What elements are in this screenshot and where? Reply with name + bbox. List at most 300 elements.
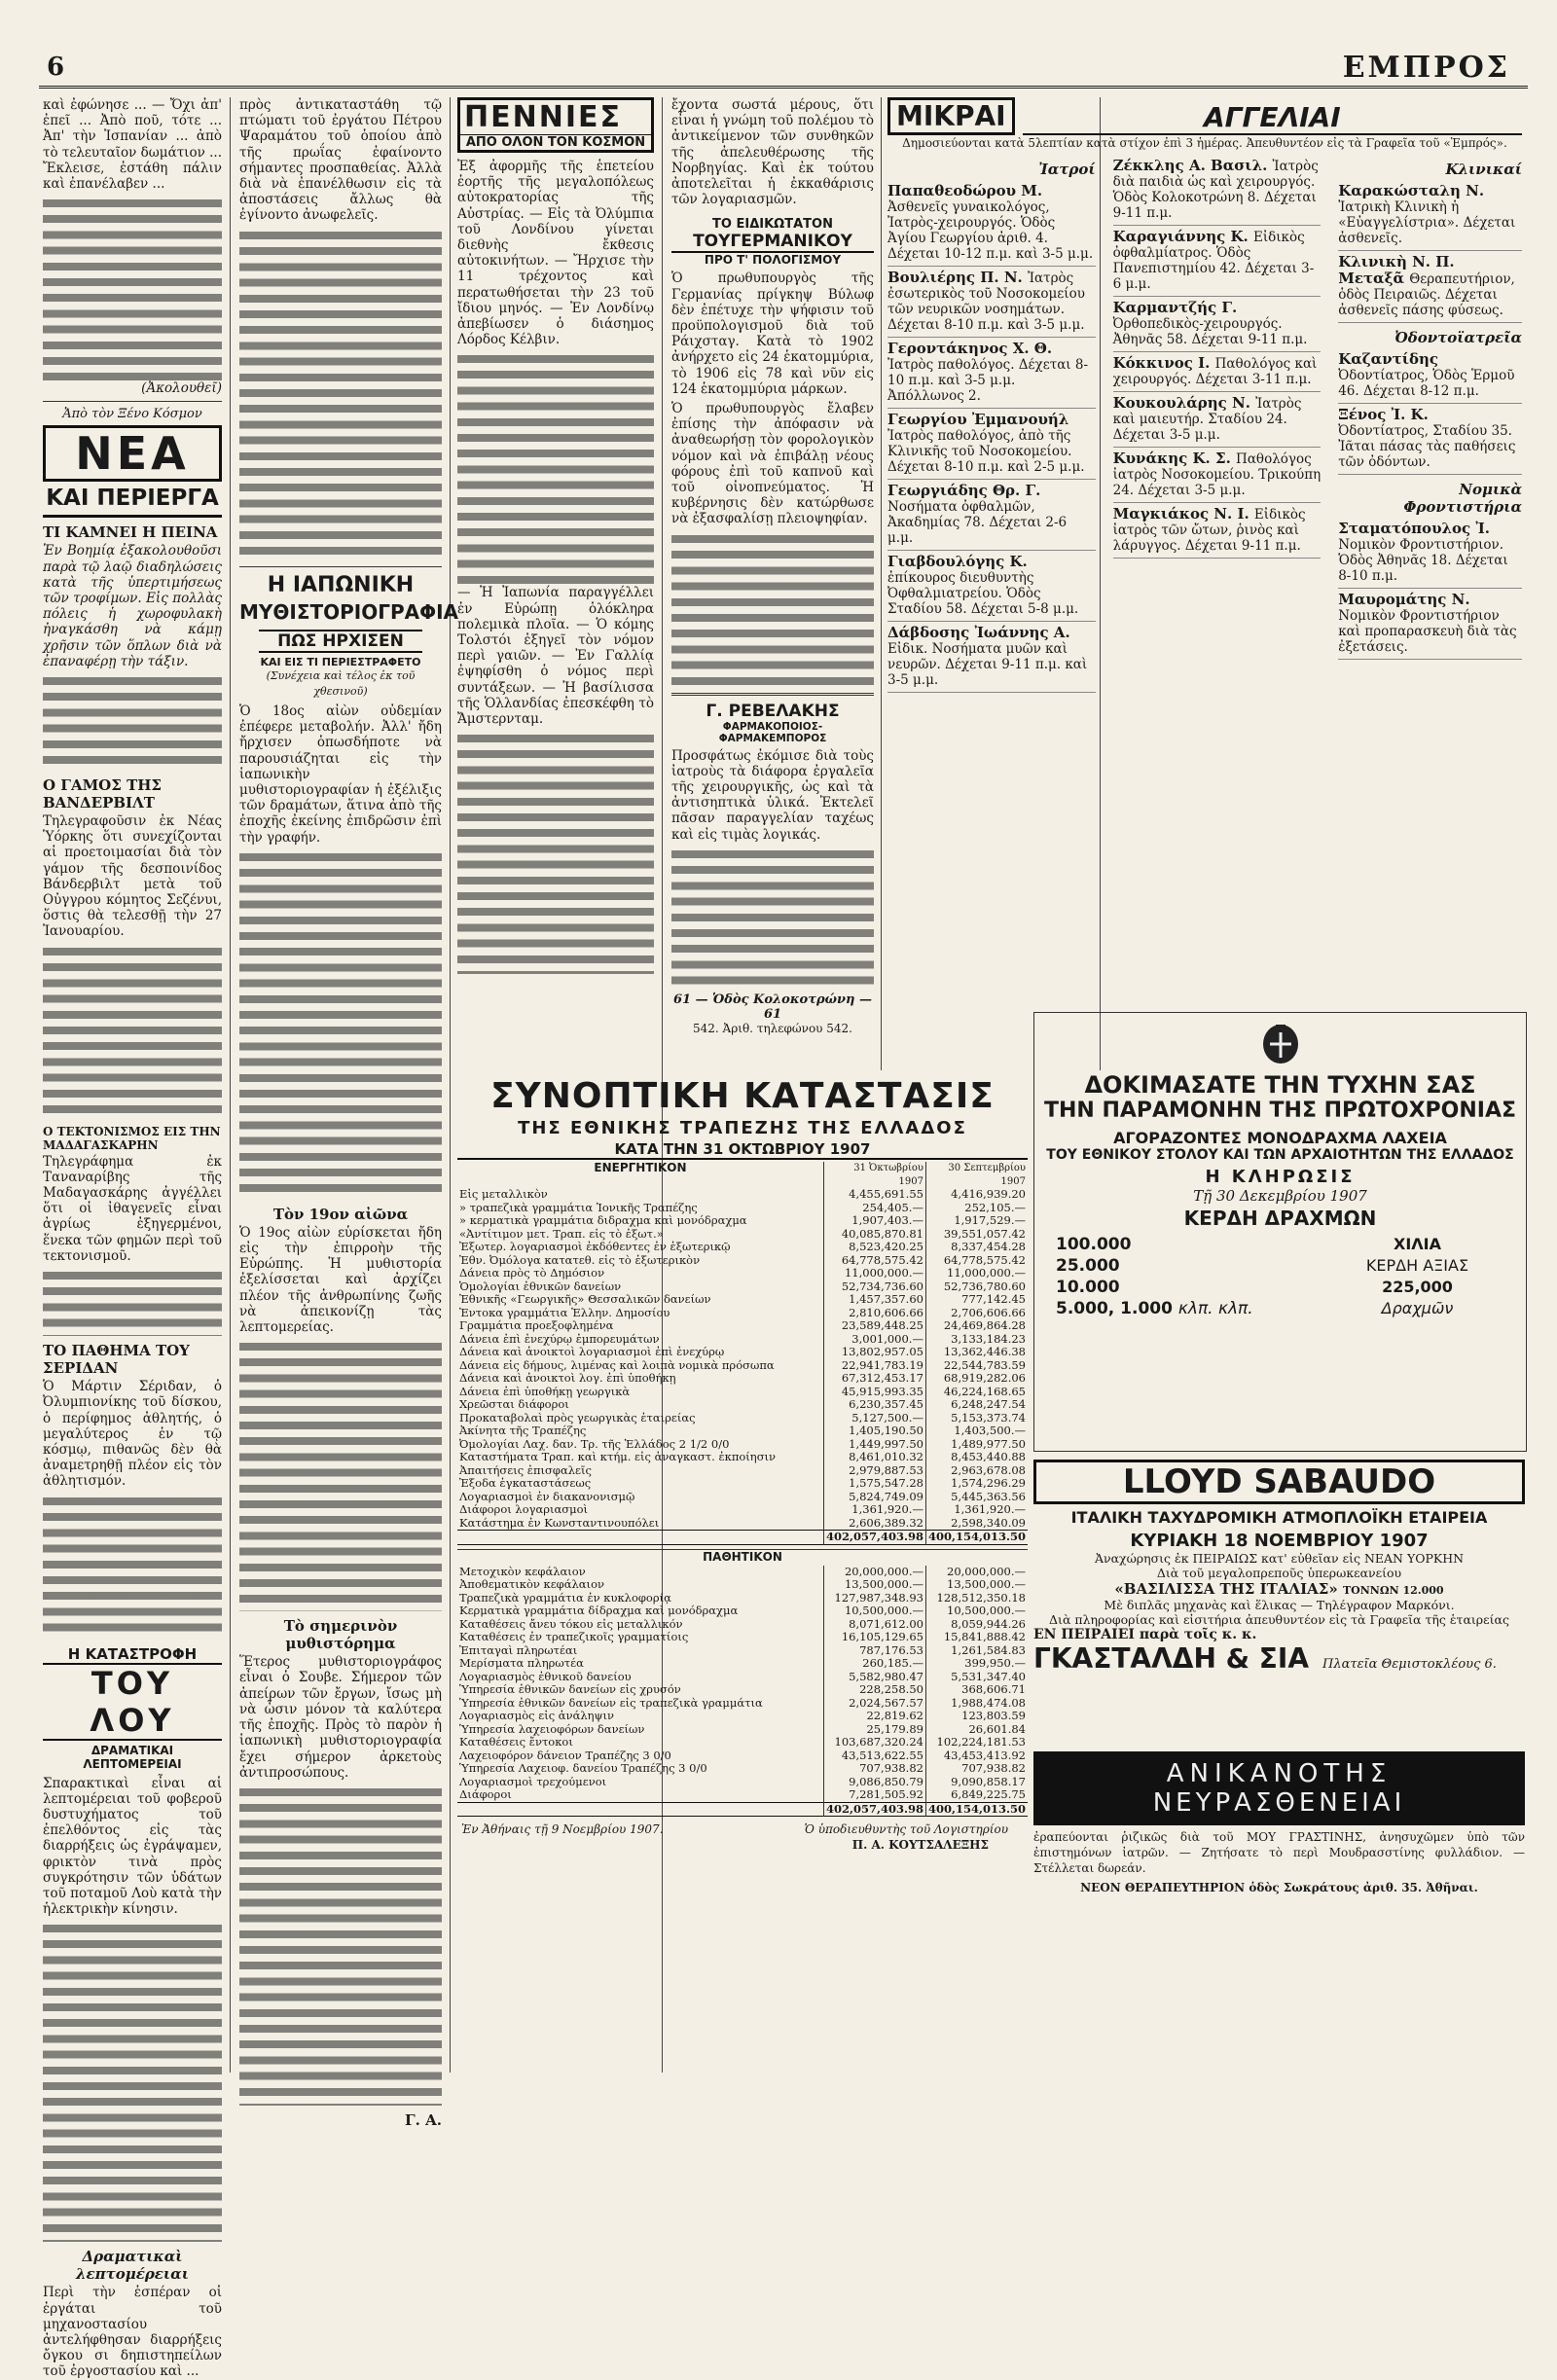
liability-label: Μετοχικὸν κεφάλαιον bbox=[459, 1564, 586, 1578]
asset-label: Δάνεια ἐπὶ ἐνεχύρῳ ἐμπορευμάτων bbox=[459, 1331, 660, 1346]
doctor-ad bbox=[887, 180, 1096, 267]
doctor-ad-text: Εἰδικὸς ὀφθαλμίατρος. Ὁδὸς Πανεπιστημίου 42. Δέχεται 3-6 μ.μ. bbox=[1112, 230, 1315, 293]
asset-value-b: 3,133,184.23 bbox=[925, 1333, 1028, 1347]
impotence-footer: ΝΕΟΝ ΘΕΡΑΠΕΥΤΗΡΙΟΝ ὁδὸς Σωκράτους ἀριθ. 35. Ἀθῆναι. bbox=[1080, 1880, 1478, 1894]
asset-row bbox=[457, 1293, 1028, 1307]
lloyd-agent-address: Πλατεῖα Θεμιστοκλέους 6. bbox=[1322, 1657, 1497, 1672]
doctor-ad bbox=[1113, 503, 1322, 559]
doctor-ad-name: Παπαθεοδώρου Μ. bbox=[887, 182, 1043, 200]
doctor-ad bbox=[887, 267, 1096, 338]
asset-value-a: 13,802,957.05 bbox=[823, 1346, 925, 1359]
column4-opening: ἔχοντα σωστά μέρους, ὅτι εἶναι ἡ γνώμη τοῦ πολέμου τὸ ἀντικείμενον τῶν συνθηκῶν τῆς ἀπελευθέρωσης τῆς Νορβηγίας. Καὶ ἐκ τούτου ἀποτελεῖται ἡ ἐκκαθάρισις τῶν λογαριασμῶν. bbox=[671, 97, 874, 208]
asset-value-b: 252,105.— bbox=[925, 1202, 1028, 1215]
asset-value-b: 64,778,575.42 bbox=[925, 1254, 1028, 1268]
clinic-ad-text: Θεραπευτήριον, ὁδὸς Πειραιῶς. Δέχεται ἀσθενεῖς πάσης φύσεως. bbox=[1338, 271, 1515, 319]
signature: Γ. Α. bbox=[405, 2110, 442, 2129]
c19-heading: Τὸν 19ον αἰῶνα bbox=[272, 1205, 409, 1223]
doctor-ad-name: Κουκουλάρης Ν. bbox=[1112, 394, 1256, 413]
asset-value-a: 40,085,870.81 bbox=[823, 1228, 925, 1242]
doctor-ad-name: Γιαβδουλόγης Κ. bbox=[887, 553, 1028, 571]
tonic-title: ΤΟΥΓΕΡΜΑΝΙΚΟΥ bbox=[671, 232, 874, 253]
asset-value-a: 1,449,997.50 bbox=[823, 1438, 925, 1452]
asset-row bbox=[457, 1214, 1028, 1228]
text-filler bbox=[43, 1921, 222, 2242]
column-1 bbox=[43, 97, 222, 2380]
text-filler bbox=[457, 351, 654, 585]
masthead bbox=[39, 51, 1528, 89]
asset-label: Δάνεια ἐπὶ ὑποθήκῃ γεωργικὰ bbox=[459, 1384, 631, 1398]
assets-total-b: 400,154,013.50 bbox=[925, 1531, 1028, 1545]
ads-header-1: ΜΙΚΡΑΙ bbox=[887, 97, 1015, 135]
column-3 bbox=[457, 97, 654, 1070]
lottery-line-4: ΤΟΥ ΕΘΝΙΚΟΥ ΣΤΟΛΟΥ ΚΑΙ ΤΩΝ ΑΡΧΑΙΟΤΗΤΩΝ ΤΗΣ ΕΛΛΑΔΟΣ bbox=[1046, 1147, 1514, 1163]
wedding-heading: Ο ΓΑΜΟΣ ΤΗΣ ΒΑΝΔΕΡΒΙΛΤ bbox=[43, 776, 163, 812]
asset-row bbox=[457, 1267, 1028, 1280]
hunger-body: Ἐν Βοημίᾳ ἐξακολουθοῦσι παρὰ τῷ λαῷ διαδηλώσεις κατὰ τῆς ὑπερτιμήσεως τῶν τροφίμων. Εἰς πολλὰς πόλεις ἡ χωροφυλακὴ ἠναγκάσθη νὰ κάμῃ χρῆσιν τῶν ὅπλων διὰ νὰ ἐπαναφέρῃ τὴν τάξιν. bbox=[43, 543, 222, 669]
asset-label: Χρεῶσται διάφοροι bbox=[459, 1397, 569, 1411]
asset-row bbox=[457, 1359, 1028, 1373]
asset-value-b: 11,000,000.— bbox=[925, 1267, 1028, 1280]
clinic-ad-text: Ἰατρικὴ Κλινικὴ ἡ «Εὐαγγελίστρια». Δέχεται ἀσθενεῖς. bbox=[1338, 199, 1516, 247]
asset-value-a: 52,734,736.60 bbox=[823, 1280, 925, 1294]
asset-label: Δάνεια καὶ ἀνοικτοὶ λογ. ἐπὶ ὑποθήκῃ bbox=[459, 1371, 676, 1385]
liability-row bbox=[457, 1788, 1028, 1802]
disaster-body: Σπαρακτικαὶ εἶναι αἱ λεπτομέρειαι τοῦ φοβεροῦ δυστυχήματος τοῦ ἐπελθόντος εἰς τὰς διαρρήξεις ὡς ἐγράψαμεν, φρικτὸν τινὰ πρὸς συγκρότησιν τῶν ὑδάτων τοῦ ποταμοῦ Λοὺ κατὰ τὴν ἡλεκτρικὴν κίνησιν. bbox=[43, 1775, 222, 1918]
liability-row bbox=[457, 1578, 1028, 1592]
liability-value-a: 5,582,980.47 bbox=[823, 1671, 925, 1684]
clinic-ad bbox=[1338, 251, 1522, 323]
lottery-line-3: ΑΓΟΡΑΖΟΝΤΕΣ ΜΟΝΟΔΡΑΧΜΑ ΛΑΧΕΙΑ bbox=[1113, 1129, 1447, 1147]
asset-value-a: 1,405,190.50 bbox=[823, 1424, 925, 1438]
liability-row bbox=[457, 1671, 1028, 1684]
doctor-ad bbox=[1113, 297, 1322, 352]
modern-body: Ἕτερος μυθιστοριογράφος εἶναι ὁ Σουβε. Σήμερον τῶν ἀπείρων τῶν ἔργων, ἴσως μὴ νὰ ὦσιν μόνον τὰ καλύτερα τῆς ἐποχῆς. Πρὸς τὸ παρὸν ἡ ἱαπωνικὴ μυθιστοριογραφία ἔχει σήμερον ἀρκετοὺς ἀντιπροσώπους. bbox=[239, 1654, 442, 1781]
pharmacy-name: Γ. ΡΕΒΕΛΑΚΗΣ bbox=[706, 701, 840, 721]
lottery-thousand: ΧΙΛΙΑ bbox=[1393, 1235, 1441, 1253]
asset-value-a: 1,575,547.28 bbox=[823, 1477, 925, 1491]
liability-value-b: 102,224,181.53 bbox=[925, 1736, 1028, 1749]
liability-label: Καταθέσεις ἄνευ τόκου εἰς μεταλλικόν bbox=[459, 1616, 683, 1631]
law-ad-text: Νομικὸν Φροντιστήριον καὶ προπαρασκευὴ διὰ τὰς ἐξετάσεις. bbox=[1338, 608, 1517, 656]
asset-row bbox=[457, 1307, 1028, 1320]
classified-ads bbox=[887, 97, 1522, 1046]
text-filler bbox=[671, 847, 874, 992]
text-filler bbox=[43, 196, 222, 380]
asset-label: Ἀκίνητα τῆς Τραπέζης bbox=[459, 1424, 587, 1437]
tonic-subtitle: ΠΡΟ Τ' ΠΟΛΟΓΙΣΜΟΥ bbox=[704, 253, 842, 268]
doctor-ad-name: Καρμαντζής Γ. bbox=[1112, 299, 1238, 317]
liabilities-total-b: 400,154,013.50 bbox=[925, 1802, 1028, 1817]
doctor-ad-text: Παθολόγος ἰατρὸς Νοσοκομείου. Τρικούπη 24. Δέχεται 3-5 μ.μ. bbox=[1112, 451, 1322, 499]
lloyd-route: Ἀναχώρησις ἐκ ΠΕΙΡΑΙΩΣ κατ' εὐθεῖαν εἰς ΝΕΑΝ ΥΟΡΚΗΝ bbox=[1094, 1551, 1465, 1566]
liability-value-a: 20,000,000.— bbox=[823, 1566, 925, 1579]
doctor-ad bbox=[887, 409, 1096, 480]
asset-value-b: 4,416,939.20 bbox=[925, 1188, 1028, 1202]
asset-label: Προκαταβολαὶ πρὸς γεωργικὰς ἑταιρείας bbox=[459, 1410, 696, 1424]
asset-label: Ἐξοδα ἐγκαταστάσεως bbox=[459, 1476, 592, 1490]
asset-value-b: 24,469,864.28 bbox=[925, 1319, 1028, 1333]
lottery-value-unit: Δραχμῶν bbox=[1381, 1299, 1454, 1317]
asset-row bbox=[457, 1386, 1028, 1399]
liability-value-a: 9,086,850.79 bbox=[823, 1776, 925, 1789]
asset-value-a: 6,230,357.45 bbox=[823, 1398, 925, 1412]
asset-row bbox=[457, 1346, 1028, 1359]
lloyd-features: Μὲ διπλᾶς μηχανὰς καὶ ἕλικας — Τηλέγραφον Μαρκόνι. bbox=[1104, 1598, 1455, 1612]
asset-value-a: 45,915,993.35 bbox=[823, 1386, 925, 1399]
bank-title: ΣΥΝΟΠΤΙΚΗ ΚΑΤΑΣΤΑΣΙΣ bbox=[490, 1076, 995, 1116]
nennies-body: Ἐξ ἀφορμῆς τῆς ἑπετείου ἑορτῆς τῆς μεγαλοπόλεως αὐτοκρατορίας τῆς Αὐστρίας. — Εἰς τὰ Ὀλύμπια τοῦ Λονδίνου γίνεται διεθνὴς ἔκθεσις αὐτοκινήτων. — Ἤρχισε τὴν 11 τρέχοντος καὶ περατωθήσεται τὴν 23 τοῦ ἴδιου μηνός. — Ἐν Λονδίνῳ ἀπεβίωσεν ὁ διάσημος Λόρδος Κέλβιν. bbox=[457, 159, 654, 348]
lottery-advertisement bbox=[1033, 1012, 1527, 1452]
asset-value-b: 39,551,057.42 bbox=[925, 1228, 1028, 1242]
lottery-line-2: ΤΗΝ ΠΑΡΑΜΟΝΗΝ ΤΗΣ ΠΡΩΤΟΧΡΟΝΙΑΣ bbox=[1043, 1099, 1517, 1123]
doctor-ad-text: Ἰατρὸς διὰ παιδιὰ ὡς καὶ χειρουργός. Ὁδὸς Κολοκοτρώνη 8. Δέχεται 9-11 π.μ. bbox=[1112, 159, 1319, 222]
doctor-ad-name: Γεωργιάδης Θρ. Γ. bbox=[887, 482, 1041, 500]
liability-row bbox=[457, 1723, 1028, 1737]
asset-label: Ἀπαιτήσεις ἐπισφαλεῖς bbox=[459, 1462, 592, 1477]
world-kicker: Ἀπὸ τὸν Ξένο Κόσμον bbox=[62, 407, 202, 422]
nea-heading: ΝΕΑ bbox=[43, 425, 222, 482]
asset-value-b: 2,706,606.66 bbox=[925, 1307, 1028, 1320]
text-filler bbox=[239, 1785, 442, 2106]
liability-row bbox=[457, 1697, 1028, 1711]
clinics-section: Κλινικαί bbox=[1445, 161, 1522, 179]
liability-row bbox=[457, 1592, 1028, 1605]
liability-value-a: 10,500,000.— bbox=[823, 1605, 925, 1618]
column-4 bbox=[671, 97, 874, 1070]
lottery-date: Τῇ 30 Δεκεμβρίου 1907 bbox=[1193, 1187, 1367, 1205]
liability-value-a: 7,281,505.92 bbox=[823, 1788, 925, 1802]
liability-value-b: 9,090,858.17 bbox=[925, 1776, 1028, 1789]
novel-subtitle-2: ΚΑΙ ΕΙΣ ΤΙ ΠΕΡΙΕΣΤΡΑΦΕΤΟ bbox=[260, 655, 421, 668]
doctor-ad-text: Ἰατρὸς παθολόγος. Δέχεται 8-10 π.μ. καὶ 3-5 μ.μ. Ἀπόλλωνος 2. bbox=[887, 357, 1089, 405]
dentist-ad-text: Ὀδοντίατρος, Ὁδὸς Ἑρμοῦ 46. Δέχεται 8-12 π.μ. bbox=[1338, 368, 1515, 400]
tonic-body-2: Ὁ πρωθυπουργὸς ἔλαβεν ἐπίσης τὴν ἀπόφασιν νὰ ἀναθεωρήσῃ τὸν φορολογικὸν νόμον καὶ νὰ ἐπιβάλῃ νέους φόρους ἐπὶ τοῦ καπνοῦ καὶ τοῦ οἰνοπνεύματος. Ἡ κυβέρνησις δὲν κατώρθωσε νὰ ἐξασφαλίσῃ πλειοψηφίαν. bbox=[671, 401, 874, 527]
asset-value-b: 1,403,500.— bbox=[925, 1424, 1028, 1438]
liability-value-b: 43,453,413.92 bbox=[925, 1749, 1028, 1763]
asset-value-b: 1,361,920.— bbox=[925, 1503, 1028, 1517]
lottery-draw: Η ΚΛΗΡΩΣΙΣ bbox=[1205, 1167, 1356, 1187]
liability-row bbox=[457, 1749, 1028, 1763]
lloyd-in-piraeus: ΕΝ ΠΕΙΡΑΙΕΙ παρὰ τοῖς κ. κ. bbox=[1033, 1627, 1257, 1642]
pharmacy-address: 61 — Ὁδὸς Κολοκοτρώνη — 61 bbox=[672, 992, 872, 1022]
nennies-body-2: — Ἡ Ἰαπωνία παραγγέλλει ἐν Εὐρώπῃ ὁλόκληρα πολεμικὰ πλοῖα. — Ὁ κόμης Τολστόι ἐξηγεῖ τὸν νόμον περὶ γαιῶν. — Ἐν Γαλλίᾳ ἐψηφίσθη ὁ νόμος περὶ συντάξεων. — Ἡ βασίλισσα τῆς Ὁλλανδίας ἐπεσκέφθη τὸ Ἄμστερνταμ. bbox=[457, 585, 654, 728]
asset-label: Λογαριασμοὶ ἐν διακανονισμῷ bbox=[459, 1489, 635, 1503]
asset-value-b: 13,362,446.38 bbox=[925, 1346, 1028, 1359]
liability-label: Λογαριασμοὶ τρεχούμενοι bbox=[459, 1774, 607, 1788]
doctors-section: Ἰατροί bbox=[1038, 161, 1096, 179]
asset-row bbox=[457, 1398, 1028, 1412]
liability-value-a: 127,987,348.93 bbox=[823, 1592, 925, 1605]
dentist-ad bbox=[1338, 348, 1522, 404]
column-rule bbox=[881, 97, 882, 1070]
lloyd-date: ΚΥΡΙΑΚΗ 18 ΝΟΕΜΒΡΙΟΥ 1907 bbox=[1130, 1531, 1429, 1551]
assets-table bbox=[457, 1162, 1028, 1545]
liability-row bbox=[457, 1776, 1028, 1789]
doctor-ad bbox=[1113, 226, 1322, 297]
doctor-ad-name: Γεωργίου Ἐμμανουήλ bbox=[887, 411, 1069, 429]
madagascar-body: Τηλεγράφημα ἐκ Ταναναρίβης τῆς Μαδαγασκάρης ἀγγέλλει ὅτι οἱ ἰθαγενεῖς εἶναι ἀγρίως ἐξηγερμένοι, ἕνεκα τῶν φημῶν περὶ τοῦ τεκτονισμοῦ. bbox=[43, 1153, 222, 1264]
dramatic-body: Περὶ τὴν ἑσπέραν οἱ ἐργάται τοῦ μηχανοστασίου ἀντελήφθησαν διαρρήξεις ὄγκου σι δηπιστηπείλων τοῦ ἐργοστασίου καὶ ... bbox=[43, 2285, 222, 2380]
asset-value-a: 254,405.— bbox=[823, 1202, 925, 1215]
doctor-ad bbox=[1113, 155, 1322, 226]
text-filler bbox=[671, 531, 874, 687]
asset-row bbox=[457, 1464, 1028, 1478]
asset-row bbox=[457, 1280, 1028, 1294]
asset-value-b: 68,919,282.06 bbox=[925, 1372, 1028, 1386]
lottery-prize-list bbox=[1034, 1234, 1309, 1319]
pharmacy-body: Προσφάτως ἐκόμισε διὰ τοὺς ἰατροὺς τὰ διάφορα ἐργαλεῖα τῆς χειρουργικῆς, ὡς καὶ τὰ ἀντισηπτικὰ ὑλικά. Ἐκτελεῖ πᾶσαν παραγγελίαν ταχέως καὶ εἰς τιμὰς λογικάς. bbox=[671, 747, 874, 843]
novel-note: (Συνέχεια καὶ τέλος ἐκ τοῦ χθεσινοῦ) bbox=[266, 668, 416, 698]
text-filler bbox=[43, 1494, 222, 1640]
asset-label: Εἰς μεταλλικὸν bbox=[459, 1187, 548, 1201]
liability-value-a: 707,938.82 bbox=[823, 1762, 925, 1776]
asset-value-a: 2,810,606.66 bbox=[823, 1307, 925, 1320]
text-filler bbox=[43, 673, 222, 771]
liability-value-b: 20,000,000.— bbox=[925, 1566, 1028, 1579]
liability-value-b: 707,938.82 bbox=[925, 1762, 1028, 1776]
asset-row bbox=[457, 1241, 1028, 1254]
doctor-ad bbox=[1113, 448, 1322, 503]
ads-intro: Δημοσιεύονται κατὰ 5λεπτίαν κατὰ στίχον ἐπὶ 3 ἡμέρας. Ἀπευθυντέον εἰς τὰ Γραφεῖα τοῦ «Ἐμπρός». bbox=[902, 136, 1507, 150]
doctor-ad-name: Δάβδοσης Ἰωάννης Α. bbox=[887, 624, 1070, 642]
asset-value-b: 52,736,780.60 bbox=[925, 1280, 1028, 1294]
asset-value-a: 22,941,783.19 bbox=[823, 1359, 925, 1373]
lottery-value: 225,000 bbox=[1382, 1278, 1453, 1296]
asset-value-b: 6,248,247.54 bbox=[925, 1398, 1028, 1412]
dentist-ad-text: Ὀδοντίατρος, Σταδίου 35. Ἰᾶται πάσας τὰς παθήσεις τῶν ὀδόντων. bbox=[1338, 423, 1516, 471]
ads-column-1 bbox=[887, 155, 1096, 693]
asset-value-a: 23,589,448.25 bbox=[823, 1319, 925, 1333]
ads-header-2: ΑΓΓΕΛΙΑΙ bbox=[1023, 101, 1522, 135]
liability-value-b: 399,950.— bbox=[925, 1657, 1028, 1671]
asset-row bbox=[457, 1412, 1028, 1425]
asset-label: Ἐθν. Ὀμόλογα κατατεθ. εἰς τὸ ἐξωτερικὸν bbox=[459, 1252, 701, 1267]
modern-heading: Τὸ σημερινὸν μυθιστόρημα bbox=[283, 1617, 398, 1653]
doctor-ad-name: Ζέκκλης Α. Βασιλ. bbox=[1112, 157, 1273, 175]
liability-row bbox=[457, 1683, 1028, 1697]
sheridan-body: Ὁ Μάρτιν Σέριδαν, ὁ Ὀλυμπιονίκης τοῦ δίσκου, ὁ περίφημος ἀθλητής, ὁ μεγαλύτερος ἐν τῷ κόσμῳ, πιθανῶς δὲν θὰ ἀναμετρηθῇ πλέον εἰς τὸν ἀθλητισμόν. bbox=[43, 1379, 222, 1490]
dentist-ad-name: Καζαντίδης bbox=[1338, 350, 1439, 369]
liability-value-a: 2,024,567.57 bbox=[823, 1697, 925, 1711]
asset-value-b: 5,153,373.74 bbox=[925, 1412, 1028, 1425]
doctor-ad bbox=[887, 551, 1096, 622]
asset-value-a: 8,523,420.25 bbox=[823, 1241, 925, 1254]
asset-label: Ἐξωτερ. λογαριασμοὶ ἐκδόθεντες ἐν ἐξωτερικῷ bbox=[459, 1240, 731, 1253]
sheridan-heading: ΤΟ ΠΑΘΗΜΑ ΤΟΥ ΣΕΡΙΔΑΝ bbox=[43, 1342, 190, 1378]
assets-total: 402,057,403.98 bbox=[823, 1531, 925, 1545]
text-filler bbox=[239, 228, 442, 559]
liability-label: Καταθέσεις ἔντοκοι bbox=[459, 1735, 573, 1749]
liability-label: Τραπεζικὰ γραμμάτια ἐν κυκλοφορίᾳ bbox=[459, 1590, 671, 1605]
liability-value-b: 8,059,944.26 bbox=[925, 1618, 1028, 1632]
lloyd-ship: «ΒΑΣΙΛΙΣΣΑ ΤΗΣ ΙΤΑΛΙΑΣ» bbox=[1114, 1580, 1338, 1598]
liability-label: Λογαριασμὸς ἐθνικοῦ δανείου bbox=[459, 1669, 632, 1683]
asset-label: Διάφοροι λογαριασμοὶ bbox=[459, 1502, 589, 1516]
asset-value-a: 3,001,000.— bbox=[823, 1333, 925, 1347]
c19-body: Ὁ 19ος αἰὼν εὑρίσκεται ἤδη εἰς τὴν ἐπιρροὴν τῆς Εὐρώπης. Ἡ μυθιστορία ἐξελίσσεται καὶ ἀρχίζει πλέον τῆς ἀνθρωπίνης ζωῆς νὰ ἀπεικονίζῃ τὰς λεπτομερείας. bbox=[239, 1224, 442, 1336]
liability-value-b: 13,500,000.— bbox=[925, 1578, 1028, 1592]
clinic-ad-name: Καρακώσταλη Ν. bbox=[1338, 182, 1485, 200]
liability-value-b: 123,803.59 bbox=[925, 1710, 1028, 1723]
assets-heading: ΕΝΕΡΓΗΤΙΚΟΝ bbox=[594, 1161, 687, 1174]
tonic-kicker: ΤΟ ΕΙΔΙΚΩΤΑΤΟΝ bbox=[712, 217, 833, 233]
dramatic-heading: Δραματικαὶ λεπτομέρειαι bbox=[76, 2248, 189, 2284]
prize-4: 5.000, bbox=[1056, 1299, 1115, 1318]
column-rule bbox=[450, 97, 451, 2073]
asset-row bbox=[457, 1202, 1028, 1215]
liability-value-a: 787,176.53 bbox=[823, 1644, 925, 1658]
liabilities-table bbox=[457, 1566, 1028, 1818]
asset-value-a: 4,455,691.55 bbox=[823, 1188, 925, 1202]
nennies-heading: ΠΕΝΝΙΕΣ bbox=[457, 97, 654, 134]
doctor-ad-name: Καραγιάννης Κ. bbox=[1112, 228, 1253, 246]
doctor-ad bbox=[887, 480, 1096, 551]
lottery-value-heading: ΚΕΡΔΗ ΑΞΙΑΣ bbox=[1365, 1256, 1469, 1275]
law-ad-name: Μαυρομάτης Ν. bbox=[1338, 591, 1470, 609]
novel-kicker: Η ΙΑΠΩΝΙΚΗ bbox=[239, 566, 442, 597]
article-opening: καὶ ἐφώνησε ... — Ὄχι ἀπ' ἐπεῖ ... Ἀπὸ ποῦ, τότε ... Ἀπ' τὴν Ἰσπανίαν ... ἀπὸ τὸ τελευταῖον δωμάτιον ... Ἔκλεισε, ἐστάθη πάλιν καὶ ἐπανέλαβεν ... bbox=[43, 97, 222, 193]
pharmacy-phone: 542. Ἀριθ. τηλεφώνου 542. bbox=[693, 1021, 852, 1035]
asset-label: Κατάστημα ἐν Κωνσταντινουπόλει bbox=[459, 1515, 660, 1530]
page-number: 6 bbox=[47, 53, 65, 82]
bank-subtitle: ΤΗΣ ΕΘΝΙΚΗΣ ΤΡΑΠΕΖΗΣ ΤΗΣ ΕΛΛΑΔΟΣ bbox=[518, 1118, 967, 1138]
liability-row bbox=[457, 1631, 1028, 1644]
asset-value-b: 1,489,977.50 bbox=[925, 1438, 1028, 1452]
liability-value-a: 13,500,000.— bbox=[823, 1578, 925, 1592]
doctor-ad bbox=[887, 622, 1096, 693]
madagascar-heading: Ο ΤΕΚΤΟΝΙΣΜΟΣ ΕΙΣ ΤΗΝ ΜΑΔΑΓΑΣΚΑΡΗΝ bbox=[43, 1124, 221, 1152]
doctor-ad-text: Ἀσθενεῖς γυναικολόγος, Ἰατρὸς-χειρουργός. Ὁδὸς Ἀγίου Γεωργίου ἀριθ. 4. Δέχεται 10-12 π.μ. καὶ 3-5 μ.μ. bbox=[887, 199, 1094, 263]
asset-value-b: 777,142.45 bbox=[925, 1293, 1028, 1307]
asset-row bbox=[457, 1333, 1028, 1347]
liability-value-a: 228,258.50 bbox=[823, 1683, 925, 1697]
asset-row bbox=[457, 1438, 1028, 1452]
liability-value-a: 8,071,612.00 bbox=[823, 1618, 925, 1632]
lottery-line-1: ΔΟΚΙΜΑΣΑΤΕ ΤΗΝ ΤΥΧΗΝ ΣΑΣ bbox=[1084, 1071, 1476, 1099]
doctor-ad-text: Παθολόγος καὶ χειρουργός. Δέχεται 3-11 π.μ. bbox=[1112, 356, 1318, 388]
column-a-header: 31 Ὀκτωβρίου 1907 bbox=[823, 1162, 925, 1188]
liability-label: Μερίσματα πληρωτέα bbox=[459, 1656, 584, 1670]
doctor-ad-text: Εἰδικὸς ἰατρὸς τῶν ὤτων, ῥινὸς καὶ λάρυγγος. Δέχεται 9-11 π.μ. bbox=[1112, 507, 1306, 555]
asset-value-b: 22,544,783.59 bbox=[925, 1359, 1028, 1373]
asset-label: Καταστήματα Τραπ. καὶ κτήμ. εἰς ἀναγκαστ. ἐκποίησιν bbox=[459, 1450, 777, 1463]
asset-label: Ἐθνικῆς «Γεωργικῆς» Θεσσαλικῶν δανείων bbox=[459, 1292, 711, 1306]
ads-column-2 bbox=[1113, 155, 1322, 693]
liability-value-a: 16,105,129.65 bbox=[823, 1631, 925, 1644]
asset-value-b: 8,453,440.88 bbox=[925, 1451, 1028, 1464]
asset-label: Ὁμολογίαι ἐθνικῶν δανείων bbox=[459, 1279, 622, 1293]
asset-value-a: 5,824,749.09 bbox=[823, 1491, 925, 1504]
lloyd-subtitle: ΙΤΑΛΙΚΗ ΤΑΧΥΔΡΟΜΙΚΗ ΑΤΜΟΠΛΟΪΚΗ ΕΤΑΙΡΕΙΑ bbox=[1070, 1508, 1488, 1527]
asset-value-b: 8,337,454.28 bbox=[925, 1241, 1028, 1254]
bank-footer-date: Ἐν Ἀθήναις τῇ 9 Νοεμβρίου 1907. bbox=[461, 1822, 664, 1836]
lottery-prizes-heading: ΚΕΡΔΗ ΔΡΑΧΜΩΝ bbox=[1183, 1207, 1377, 1230]
doctor-ad-text: Ὀρθοπεδικὸς-χειρουργός. Ἀθηνᾶς 58. Δέχεται 9-11 π.μ. bbox=[1112, 316, 1308, 348]
doctor-ad-name: Κόκκινος Ι. bbox=[1112, 354, 1215, 373]
asset-row bbox=[457, 1491, 1028, 1504]
kai-periergа-heading: ΚΑΙ ΠΕΡΙΕΡΓΑ bbox=[43, 482, 222, 518]
asset-label: » κερματικὰ γραμμάτια διδραχμα καὶ μονόδραχμα bbox=[459, 1213, 747, 1227]
liability-value-b: 1,261,584.83 bbox=[925, 1644, 1028, 1658]
liability-label: Λαχειοφόρον δάνειον Τραπέζης 3 0/0 bbox=[459, 1748, 671, 1762]
liability-value-b: 5,531,347.40 bbox=[925, 1671, 1028, 1684]
liability-value-a: 260,185.— bbox=[823, 1657, 925, 1671]
liability-label: Διάφοροι bbox=[459, 1787, 512, 1801]
clinic-ad-name: Κλινικὴ Ν. Π. Μεταξᾶ bbox=[1338, 253, 1455, 288]
asset-label: Ἐντοκα γραμμάτια Ἑλλην. Δημοσίου bbox=[459, 1305, 670, 1319]
doctor-ad bbox=[887, 338, 1096, 409]
novel-body: Ὁ 18ος αἰὼν οὐδεμίαν ἐπέφερε μεταβολήν. Ἀλλ' ἤδη ἤρχισεν ὁπωσδήποτε νὰ παρουσιάζηται εἰς τὴν ἱαπωνικὴν μυθιστοριογραφίαν ἡ ἐξέλιξις τῶν δραμάτων, ἅτινα ἀπὸ τῆς ἐποχῆς ἐκείνης ἐπιδρῶσιν ἐπὶ τὴν γραφήν. bbox=[239, 703, 442, 846]
liability-value-b: 15,841,888.42 bbox=[925, 1631, 1028, 1644]
liability-value-b: 26,601.84 bbox=[925, 1723, 1028, 1737]
liability-label: Ὑπηρεσία λαχειοφόρων δανείων bbox=[459, 1721, 645, 1736]
text-filler bbox=[239, 1339, 442, 1611]
asset-value-a: 11,000,000.— bbox=[823, 1267, 925, 1280]
asset-value-b: 1,917,529.— bbox=[925, 1214, 1028, 1228]
disaster-title: ΤΟΥ ΛΟΥ bbox=[43, 1663, 222, 1741]
liability-row bbox=[457, 1605, 1028, 1618]
liability-value-a: 103,687,320.24 bbox=[823, 1736, 925, 1749]
asset-value-a: 1,457,357.60 bbox=[823, 1293, 925, 1307]
prize-5: 1.000 bbox=[1120, 1299, 1173, 1318]
liability-value-a: 22,819.62 bbox=[823, 1710, 925, 1723]
text-filler bbox=[239, 849, 442, 1200]
asset-row bbox=[457, 1451, 1028, 1464]
lloyd-name: LLOYD SABAUDO bbox=[1033, 1460, 1525, 1504]
liability-value-b: 10,500,000.— bbox=[925, 1605, 1028, 1618]
asset-label: «Ἀντίτιμον μετ. Τραπ. εἰς τὸ ἐξωτ.» bbox=[459, 1226, 664, 1241]
bank-footer-role: Ὁ ὑποδιευθυντὴς τοῦ Λογιστηρίου bbox=[804, 1822, 1008, 1836]
liability-label: Λογαριασμὸς εἰς ἀνάληψιν bbox=[459, 1709, 615, 1722]
liability-row bbox=[457, 1736, 1028, 1749]
liability-row bbox=[457, 1762, 1028, 1776]
lloyd-advertisement bbox=[1033, 1460, 1525, 1742]
column-b-header: 30 Σεπτεμβρίου 1907 bbox=[925, 1162, 1028, 1188]
lloyd-tonnage: ΤΟΝΝΩΝ 12.000 bbox=[1342, 1584, 1444, 1597]
tonic-body: Ὁ πρωθυπουργὸς τῆς Γερμανίας πρίγκηψ Βύλωφ δὲν ἐπέτυχε τὴν ψήφισιν τοῦ προϋπολογισμοῦ διὰ τοῦ Ράιχσταγ. Κατὰ τὸ 1902 ἀνήρχετο εἰς 24 ἑκατομμύρια, τὸ 1906 εἰς 78 καὶ νῦν εἰς 124 ἑκατομμύρια μάρκων. bbox=[671, 270, 874, 397]
liability-value-b: 128,512,350.18 bbox=[925, 1592, 1028, 1605]
liability-label: Κερματικὰ γραμμάτια δίδραχμα καὶ μονόδραχμα bbox=[459, 1604, 739, 1617]
nennies-subtitle: ΑΠΟ ΟΛΟΝ ΤΟΝ ΚΟΣΜΟΝ bbox=[457, 134, 654, 153]
asset-row bbox=[457, 1517, 1028, 1531]
dentist-ad-name: Ξένος Ἰ. Κ. bbox=[1338, 406, 1429, 424]
doctor-ad-name: Γεροντάκηνος Χ. Θ. bbox=[887, 340, 1053, 358]
doctor-ad bbox=[1113, 392, 1322, 448]
column-2 bbox=[239, 97, 459, 2129]
prize-1: 100.000 bbox=[1056, 1235, 1132, 1254]
prize-2: 25.000 bbox=[1056, 1256, 1120, 1276]
liability-label: Ὑπηρεσία ἐθνικῶν δανείων εἰς χρυσόν bbox=[459, 1682, 681, 1696]
doctor-ad-name: Βουλιέρης Π. Ν. bbox=[887, 269, 1028, 287]
lloyd-agent: ΓΚΑΣΤΑΛΔΗ & ΣΙΑ bbox=[1033, 1642, 1310, 1675]
asset-row bbox=[457, 1228, 1028, 1242]
asset-label: Γραμμάτια προεξοφλημένα bbox=[459, 1318, 614, 1332]
asset-value-b: 5,445,363.56 bbox=[925, 1491, 1028, 1504]
wedding-body: Τηλεγραφοῦσιν ἐκ Νέας Ὑόρκης ὅτι συνεχίζονται αἱ προετοιμασίαι διὰ τὸν γάμον τῆς δεσποινίδος Βάνδερβιλτ μετὰ τοῦ Οὐγγρου κόμητος Σεζένυι, ὅστις θὰ τελεσθῇ τὴν 27 Ἰανουαρίου. bbox=[43, 813, 222, 940]
liabilities-heading: ΠΑΘΗΤΙΚΟΝ bbox=[457, 1549, 1028, 1564]
prize-etc: κλπ. κλπ. bbox=[1177, 1299, 1253, 1318]
liability-value-b: 6,849,225.75 bbox=[925, 1788, 1028, 1802]
doctor-ad-name: Κυνάκης Κ. Σ. bbox=[1112, 450, 1237, 468]
law-ad-name: Σταματόπουλος Ἰ. bbox=[1338, 520, 1491, 538]
doctor-ad-text: Νοσήματα ὀφθαλμῶν, Ἀκαδημίας 78. Δέχεται 2-6 μ.μ. bbox=[887, 499, 1068, 547]
liability-label: Καταθέσεις ἐν τραπεζικοῖς γραμματίοις bbox=[459, 1630, 689, 1643]
impotence-title-1: ΑΝΙΚΑΝΟΤΗΣ bbox=[1166, 1759, 1393, 1788]
hunger-heading: ΤΙ ΚΑΜΝΕΙ Η ΠΕΙΝΑ bbox=[43, 523, 218, 542]
asset-label: Δάνεια πρὸς τὸ Δημόσιον bbox=[459, 1266, 605, 1280]
asset-value-a: 5,127,500.— bbox=[823, 1412, 925, 1425]
liability-label: Ὑπηρεσία Λαχειοφ. δανείου Τραπέζης 3 0/0 bbox=[459, 1761, 707, 1775]
